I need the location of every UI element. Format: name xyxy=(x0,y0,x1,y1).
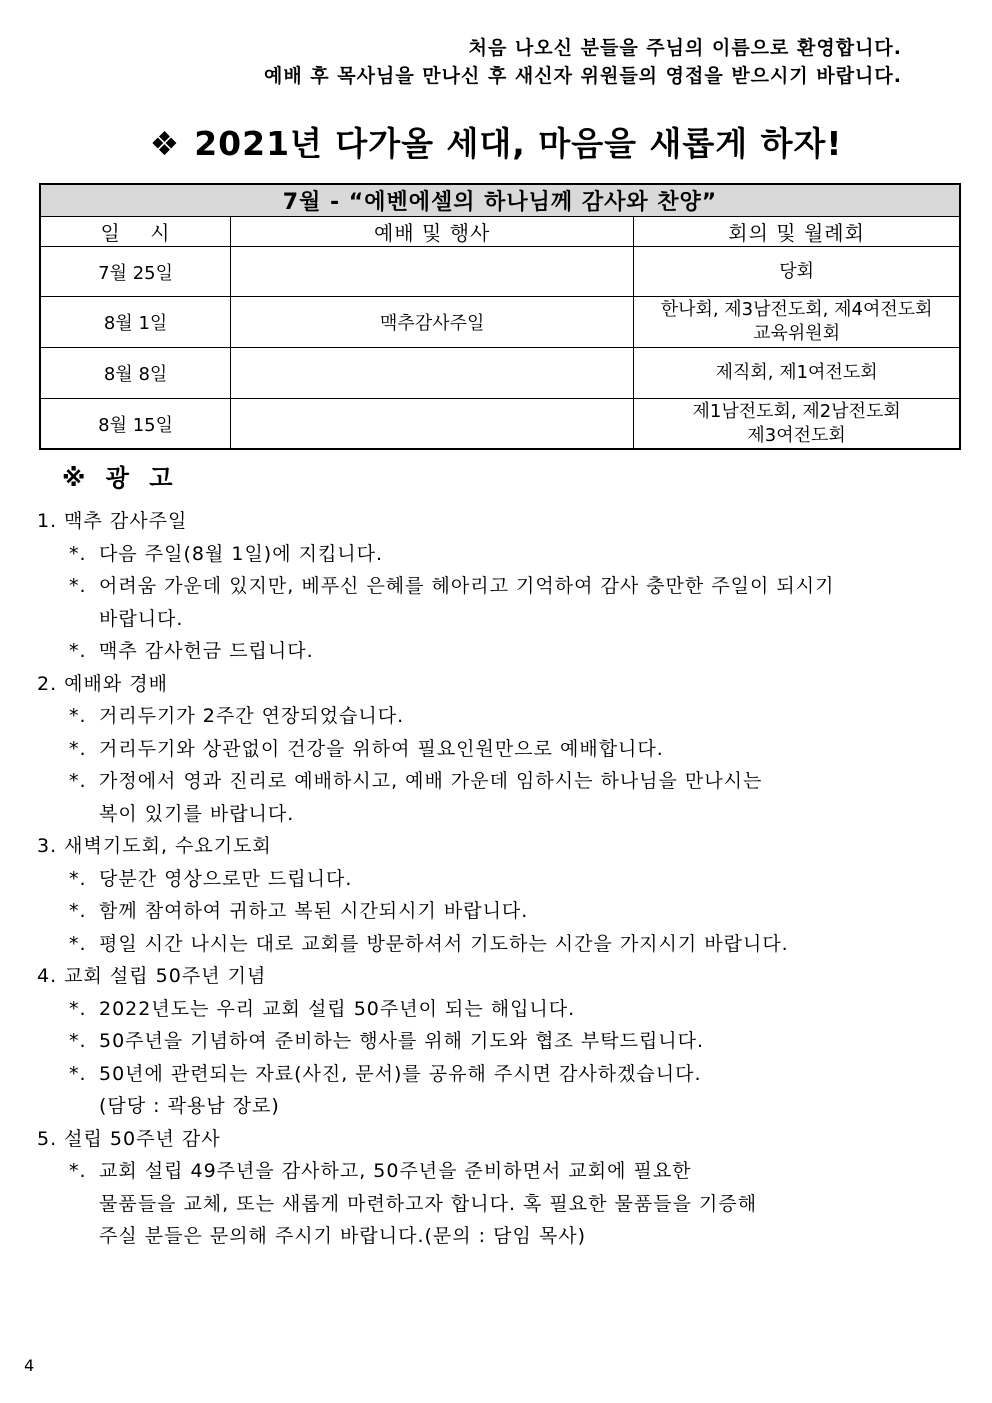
row-event: 맥추감사주일 xyxy=(231,297,634,348)
bullet-mark: *. xyxy=(69,867,87,890)
announcements-list xyxy=(37,505,967,1253)
page-title xyxy=(0,118,992,165)
announcement-section xyxy=(37,668,967,831)
list-item-line: 평일 시간 나시는 대로 교회를 방문하셔서 기도하는 시간을 가지시기 바랍니다. xyxy=(99,932,789,955)
list-item-line: 물품들을 교체, 또는 새롭게 마련하고자 합니다. 혹 필요한 물품들을 기증해 xyxy=(99,1192,758,1215)
list-item-line: 당분간 영상으로만 드립니다. xyxy=(99,867,353,890)
list-item-line: 다음 주일(8월 1일)에 지킵니다. xyxy=(99,542,384,565)
bullet-mark: *. xyxy=(69,997,87,1020)
list-item-line: 거리두기가 2주간 연장되었습니다. xyxy=(99,705,405,727)
list-item-text xyxy=(99,993,967,1026)
list-item-line: 맥추 감사헌금 드립니다. xyxy=(99,640,314,662)
list-item-line: 바랍니다. xyxy=(99,607,184,630)
list-item xyxy=(37,1155,967,1253)
column-header-date: 일 시 xyxy=(40,217,231,247)
bullet-mark: *. xyxy=(69,542,87,565)
welcome-line-1: 처음 나오신 분들을 주님의 이름으로 환영합니다. xyxy=(468,37,902,59)
announcement-section xyxy=(37,505,967,668)
diamond-icon: ❖ xyxy=(149,124,181,163)
section-title: 1. 맥추 감사주일 xyxy=(37,510,188,532)
column-header-event: 예배 및 행사 xyxy=(231,217,634,247)
table-row xyxy=(40,348,960,399)
list-item-text xyxy=(99,863,967,896)
welcome-message xyxy=(264,34,902,90)
table-row xyxy=(40,247,960,297)
announcements-heading: ※ 광 고 xyxy=(62,464,179,492)
section-title: 5. 설립 50주년 감사 xyxy=(37,1127,221,1150)
bullet-mark: *. xyxy=(69,575,87,597)
list-item xyxy=(37,993,967,1026)
list-item-line: 교회 설립 49주년을 감사하고, 50주년을 준비하면서 교회에 필요한 xyxy=(99,1160,692,1182)
bullet-mark: *. xyxy=(69,932,87,955)
bullet-mark: *. xyxy=(69,1030,87,1052)
list-item xyxy=(37,928,967,961)
bullet-mark: *. xyxy=(69,1160,87,1182)
section-title: 4. 교회 설립 50주년 기념 xyxy=(37,965,267,987)
row-date: 8월 8일 xyxy=(40,348,231,399)
list-item-line: 가정에서 영과 진리로 예배하시고, 예배 가운데 임하시는 하나님을 만나시는 xyxy=(99,770,763,792)
table-row xyxy=(40,297,960,348)
list-item-line: 복이 있기를 바랍니다. xyxy=(99,802,295,825)
row-date: 7월 25일 xyxy=(40,247,231,297)
announcement-section xyxy=(37,960,967,1123)
bullet-mark: *. xyxy=(69,705,87,727)
list-item xyxy=(37,863,967,896)
list-item-line: 2022년도는 우리 교회 설립 50주년이 되는 해입니다. xyxy=(99,997,576,1020)
list-item xyxy=(37,1058,967,1123)
list-item-line: 함께 참여하여 귀하고 복된 시간되시기 바랍니다. xyxy=(99,900,529,922)
row-event xyxy=(231,399,634,450)
list-item xyxy=(37,1025,967,1058)
schedule-table xyxy=(39,183,961,450)
row-meeting: 제1남전도회, 제2남전도회 제3여전도회 xyxy=(634,399,960,450)
row-event xyxy=(231,247,634,297)
list-item-text xyxy=(99,1058,967,1123)
bullet-mark: *. xyxy=(69,770,87,792)
list-item xyxy=(37,635,967,668)
welcome-line-2: 예배 후 목사님을 만나신 후 새신자 위원들의 영접을 받으시기 바랍니다. xyxy=(263,65,902,87)
list-item xyxy=(37,700,967,733)
list-item xyxy=(37,538,967,571)
row-meeting: 제직회, 제1여전도회 xyxy=(634,348,960,399)
list-item xyxy=(37,733,967,766)
announcement-section xyxy=(37,830,967,960)
list-item-text xyxy=(99,538,967,571)
announcement-section xyxy=(37,1123,967,1253)
list-item-text xyxy=(99,700,967,733)
list-item-line: (담당 : 곽용남 장로) xyxy=(99,1095,280,1117)
section-title: 2. 예배와 경배 xyxy=(37,672,168,695)
page-title-text: 2021년 다가올 세대, 마음을 새롭게 하자! xyxy=(194,124,843,163)
list-item-text xyxy=(99,1025,967,1058)
row-date: 8월 1일 xyxy=(40,297,231,348)
list-item xyxy=(37,765,967,830)
row-event xyxy=(231,348,634,399)
bullet-mark: *. xyxy=(69,737,87,760)
section-title: 3. 새벽기도회, 수요기도회 xyxy=(37,835,272,857)
list-item-text xyxy=(99,895,967,928)
list-item-text xyxy=(99,733,967,766)
row-meeting: 당회 xyxy=(634,247,960,297)
list-item-line: 주실 분들은 문의해 주시기 바랍니다.(문의 : 담임 목사) xyxy=(99,1225,586,1247)
list-item-text xyxy=(99,635,967,668)
bullet-mark: *. xyxy=(69,1062,87,1085)
list-item xyxy=(37,570,967,635)
list-item-line: 50년에 관련되는 자료(사진, 문서)를 공유해 주시면 감사하겠습니다. xyxy=(99,1062,702,1085)
list-item-text xyxy=(99,765,967,830)
page-number: 4 xyxy=(24,1356,35,1375)
row-meeting: 한나회, 제3남전도회, 제4여전도회 교육위원회 xyxy=(634,297,960,348)
list-item xyxy=(37,895,967,928)
bullet-mark: *. xyxy=(69,640,87,662)
list-item-line: 거리두기와 상관없이 건강을 위하여 필요인원만으로 예배합니다. xyxy=(99,737,664,760)
bullet-mark: *. xyxy=(69,900,87,922)
list-item-text xyxy=(99,928,967,961)
column-header-meeting: 회의 및 월례회 xyxy=(634,217,960,247)
row-date: 8월 15일 xyxy=(40,399,231,450)
list-item-line: 50주년을 기념하여 준비하는 행사를 위해 기도와 협조 부탁드립니다. xyxy=(99,1030,705,1052)
list-item-line: 어려움 가운데 있지만, 베푸신 은혜를 헤아리고 기억하여 감사 충만한 주일이 되시기 xyxy=(99,575,835,597)
list-item-text xyxy=(99,1155,967,1253)
table-row xyxy=(40,399,960,450)
schedule-header: 7월 - “에벤에셀의 하나님께 감사와 찬양” xyxy=(40,184,960,217)
list-item-text xyxy=(99,570,967,635)
